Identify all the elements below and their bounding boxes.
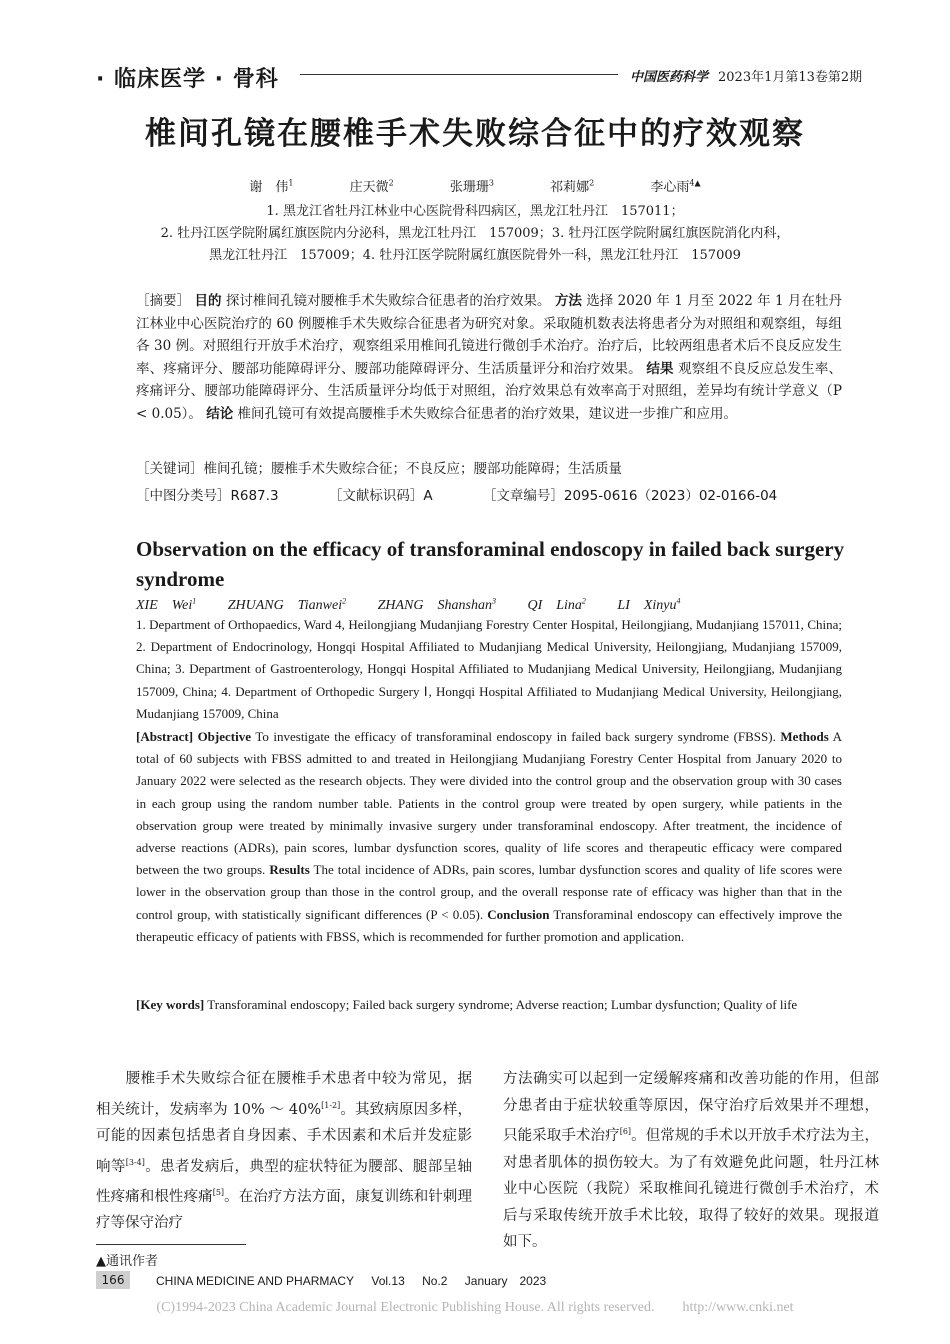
abstract-label: ［摘要］ (136, 293, 191, 309)
methods-text: 选择 2020 年 1 月至 2022 年 1 月在牡丹江林业中心医院治疗的 60 例腰椎手术失败综合征患者为研究对象。采取随机数表法将患者分为对照组和观察组，每组各 30 例。对照组行开放手术治疗，观察组采用椎间孔镜进行微创手术治疗。治疗后，比较两组患者术后不良反应发生率、疼痛评分、腰部功能障碍评分、腰部功能障碍评分、生活质量评分和治疗效果。 (136, 293, 843, 377)
affiliation-zh: 黑龙江牡丹江 157009；4. 牡丹江医学院附属红旗医院骨外一科，黑龙江牡丹江 157009 (209, 248, 741, 263)
keywords-label: ［关键词］ (136, 461, 204, 477)
article-title-zh: 椎间孔镜在腰椎手术失败综合征中的疗效观察 (145, 116, 805, 152)
abstract-en (136, 726, 842, 948)
journal-logo: 中国医药科学 (630, 70, 709, 85)
objective-en: To investigate the efficacy of transforaminal endoscopy in failed back surgery syndrome (FBSS). (255, 729, 776, 744)
author-zh: 祁莉娜$^2$ (550, 178, 595, 195)
keywords-en-text: Transforaminal endoscopy; Failed back surgery syndrome; Adverse reaction; Lumbar dysfunction; Quality of life (207, 997, 798, 1012)
results-en-label: Results (269, 862, 310, 878)
keywords-en-label: [Key words] (136, 997, 205, 1012)
citation: [1-2] (321, 1100, 341, 1110)
conclusion-text: 椎间孔镜可有效提高腰椎手术失败综合征患者的治疗效果，建议进一步推广和应用。 (237, 405, 738, 422)
author-en: XIE Wei$^1$ (136, 596, 197, 613)
article-title-en: Observation on the efficacy of transforaminal endoscopy in failed back surgery syndrome (136, 537, 845, 591)
author-en: LI Xinyu$^4$ (617, 596, 681, 613)
keywords-en (136, 994, 842, 1016)
document-code: ［文献标识码］A (328, 488, 433, 504)
methods-label: 方法 (554, 293, 582, 309)
authors-en (136, 594, 709, 614)
corresponding-author-note: ▲通讯作者 (96, 1254, 158, 1269)
objective-text: 探讨椎间孔镜对腰椎手术失败综合征患者的治疗效果。 (225, 293, 551, 309)
author-zh: 庄天微$^2$ (349, 178, 394, 195)
author-en: QI Lina$^2$ (527, 596, 586, 613)
page-number: 166 (96, 1271, 130, 1289)
author-en: ZHANG Shanshan$^3$ (377, 596, 496, 613)
copyright-watermark: (C)1994-2023 China Academic Journal Electronic Publishing House. All rights reserved. http://www.cnki.net (156, 1300, 794, 1315)
conclusion-label: 结论 (206, 405, 234, 422)
footnote-rule (96, 1244, 246, 1245)
authors-zh (0, 176, 950, 195)
body-column-left: 腰椎手术失败综合征在腰椎手术患者中较为常见，据相关统计，发病率为 10% ～ 40%[1-2]。其致病原因多样，可能的因素包括患者自身因素、手术因素和术后并发症影响等[3-4]。患者发病后，典型的症状特征为腰部、腿部呈轴性疼痛和根性疼痛[5]。在治疗方法方面，康复训练和针刺理疗等保守治疗 (96, 1071, 473, 1232)
issue-info: 2023年1月第13卷第2期 (718, 70, 863, 85)
objective-label: 目的 (194, 293, 222, 309)
results-en: The total incidence of ADRs, pain scores, lumbar dysfunction scores and quality of life scores were lower in the observation group than those in the control group, and the overall response rate of efficacy was higher than that in the control group, with statistically significant differences (P < 0.05). (136, 862, 842, 922)
keywords-text: 椎间孔镜；腰椎手术失败综合征；不良反应；腰部功能障碍；生活质量 (203, 461, 622, 477)
conclusion-en-label: Conclusion (487, 906, 550, 922)
citation: [6] (619, 1127, 632, 1137)
author-en: ZHUANG Tianwei$^2$ (227, 596, 347, 613)
methods-en-label: Methods (780, 729, 829, 744)
author-zh: 张珊珊$^3$ (449, 178, 494, 195)
clc-number: ［中图分类号］R687.3 (136, 488, 279, 504)
header-rule (300, 74, 618, 75)
author-zh: 谢 伟$^1$ (249, 178, 294, 195)
affiliation-zh: 2. 牡丹江医学院附属红旗医院内分泌科，黑龙江牡丹江 157009；3. 牡丹江医学院附属红旗医院消化内科， (160, 226, 790, 241)
citation: [5] (212, 1188, 225, 1198)
footer-journal-info: CHINA MEDICINE AND PHARMACY Vol.13 No.2 January 2023 (156, 1274, 547, 1288)
results-text: 观察组不良反应总发生率、疼痛评分、腰部功能障碍评分、生活质量评分均低于对照组，治疗效果总有效率高于对照组，差异均有统计学意义（P < 0.05）。 (136, 360, 843, 422)
body-column-right: 方法确实可以起到一定缓解疼痛和改善功能的作用，但部分患者由于症状较重等原因，保守治疗后效果并不理想，只能采取手术治疗[6]。但常规的手术以开放手术疗法为主，对患者肌体的损伤较大。为了有效避免此问题，牡丹江林业中心医院（我院）采取椎间孔镜进行微创手术治疗，术后与采取传统开放手术比较，取得了较好的效果。现报道如下。 (503, 1071, 880, 1251)
author-zh: 李心雨$^{4▲}$ (650, 178, 701, 195)
article-number: ［文章编号］2095-0616（2023）02-0166-04 (482, 488, 778, 504)
abstract-en-label: [Abstract] Objective (136, 729, 251, 744)
conclusion-en: Transforaminal endoscopy can effectively improve the therapeutic efficacy of patients with FBSS, which is recommended for further promotion and application. (136, 906, 843, 944)
methods-en: A total of 60 subjects with FBSS admitted to and treated in Heilongjiang Mudanjiang Forestry Center Hospital from January 2020 to January 2022 were selected as the research objects. They were divided into the control group and the observation group with 30 cases in each group using the random number table. Patients in the control group were treated by open surgery, while patients in the observation group were treated by minimally invasive surgery under transforaminal endoscopy. After treatment, the incidence of adverse reactions (ADRs), pain scores, lumbar dysfunction scores, quality of life scores and therapeutic efficacy were compared between the two groups. (136, 729, 843, 878)
keywords-zh (136, 458, 842, 481)
classification-line (136, 484, 823, 504)
results-label: 结果 (646, 360, 674, 377)
citation: [3-4] (125, 1157, 145, 1167)
section-heading: · 临床医学 · 骨科 (96, 67, 279, 92)
abstract-zh (136, 290, 842, 426)
affiliation-zh: 1. 黑龙江省牡丹江林业中心医院骨科四病区，黑龙江牡丹江 157011； (266, 204, 684, 219)
affiliations-en: 1. Department of Orthopaedics, Ward 4, Heilongjiang Mudanjiang Forestry Center Hospital, Heilongjiang, Mudanjiang 157011, China; 2. Department of Endocrinology, Hongqi Hospital Affiliated to Mudanjiang Medical University, Heilongjiang, Mudanjiang 157009, China; 3. Department of Gastroenterology, Hongqi Hospital Affiliated to Mudanjiang Medical University, Heilongjiang, Mudanjiang 157009, China; 4. Department of Orthopedic Surgery Ⅰ, Hongqi Hospital Affiliated to Mudanjiang Medical University, Heilongjiang, Mudanjiang 157009, China (136, 617, 842, 721)
